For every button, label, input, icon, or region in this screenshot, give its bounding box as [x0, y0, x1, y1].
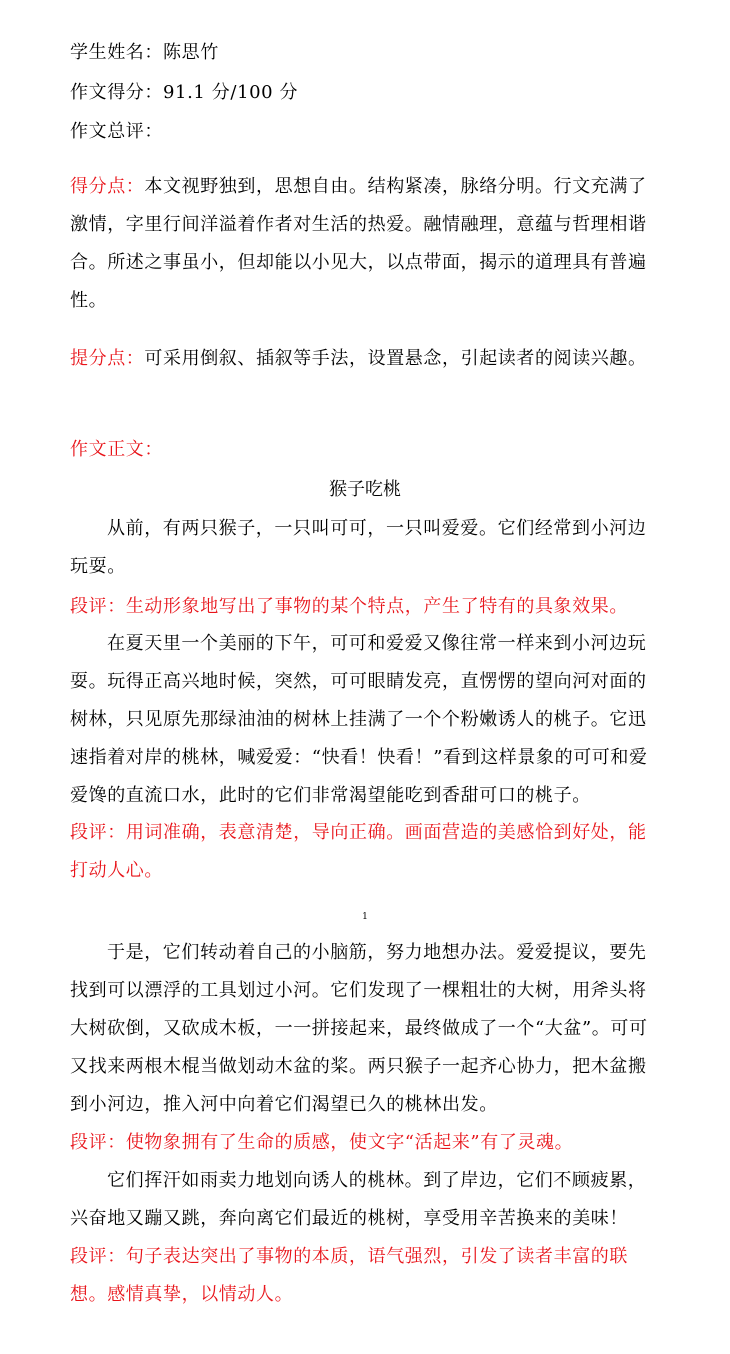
comment-text: 使物象拥有了生命的质感，使文字“活起来”有了灵魂。: [125, 1132, 574, 1153]
essay-title: 猴子吃桃: [329, 479, 401, 500]
comment-text: 生动形象地写出了事物的某个特点，产生了特有的具象效果。: [125, 596, 629, 617]
improvement-label: 提分点：: [70, 348, 145, 369]
strengths-text: 本文视野独到，思想自由。结构紧凑，脉络分明。行文充满了激情，字里行间洋溢着作者对生活的热爱。融情融理，意蕴与哲理相谐合。所述之事虽小，但却能以小见大，以点带面，揭示的道理具有普遍性。: [70, 176, 647, 311]
paragraph-comment-1: [70, 588, 670, 626]
student-name-label: 学生姓名：: [70, 42, 163, 63]
score-line: [70, 74, 670, 112]
essay-paragraph-2: 在夏天里一个美丽的下午，可可和爱爱又像往常一样来到小河边玩耍。玩得正高兴地时候，突然，可可眼睛发亮，直愣愣的望向河对面的树林，只见原先那绿油油的树林上挂满了一个个粉嫩诱人的桃子。它迅速指着对岸的桃林，喊爱爱：“快看！快看！”看到这样景象的可可和爱爱馋的直流口水，此时的它们非常渴望能吃到香甜可口的桃子。: [70, 633, 648, 806]
page-number: 1: [362, 912, 368, 922]
improvement-text: 可采用倒叙、插叙等手法，设置悬念，引起读者的阅读兴趣。: [144, 348, 647, 369]
paragraph-comment-2: [70, 814, 662, 890]
comment-text: 用词准确，表意清楚，导向正确。画面营造的美感恰到好处，能打动人心。: [70, 822, 647, 881]
comment-label: 段评：: [70, 1246, 126, 1267]
comment-text: 句子表达突出了事物的本质，语气强烈，引发了读者丰富的联想。感情真挚，以情动人。: [70, 1246, 629, 1305]
essay-paragraph-1: 从前，有两只猴子，一只叫可可，一只叫爱爱。它们经常到小河边玩耍。: [70, 518, 647, 577]
comment-label: 段评：: [70, 1132, 126, 1153]
overall-comment-label: 作文总评：: [70, 121, 163, 142]
overall-comment-heading: [70, 113, 670, 151]
strengths-paragraph: [70, 168, 662, 320]
essay-paragraph-4: 它们挥汗如雨卖力地划向诱人的桃林。到了岸边，它们不顾疲累，兴奋地又蹦又跳，奔向离它们最近的桃树，享受用辛苦换来的美味！: [70, 1170, 647, 1229]
comment-label: 段评：: [70, 596, 126, 617]
essay-paragraph-3: 于是，它们转动着自己的小脑筋，努力地想办法。爱爱提议，要先找到可以漂浮的工具划过小河。它们发现了一棵粗壮的大树，用斧头将大树砍倒，又砍成木板，一一拼接起来，最终做成了一个“大盆”。可可又找来两根木棍当做划动木盆的桨。两只猴子一起齐心协力，把木盆搬到小河边，推入河中向着它们渴望已久的桃林出发。: [70, 942, 648, 1115]
score-value: 91.1 分/100 分: [163, 82, 299, 103]
paragraph-comment-3: [70, 1124, 670, 1162]
student-name-value: 陈思竹: [163, 42, 219, 63]
paragraph-comment-4: [70, 1238, 662, 1314]
student-name-line: [70, 34, 670, 72]
essay-section-label: 作文正文：: [70, 439, 163, 460]
score-label: 作文得分：: [70, 82, 163, 103]
strengths-label: 得分点：: [70, 176, 145, 197]
improvement-paragraph: [70, 340, 670, 378]
comment-label: 段评：: [70, 822, 126, 843]
